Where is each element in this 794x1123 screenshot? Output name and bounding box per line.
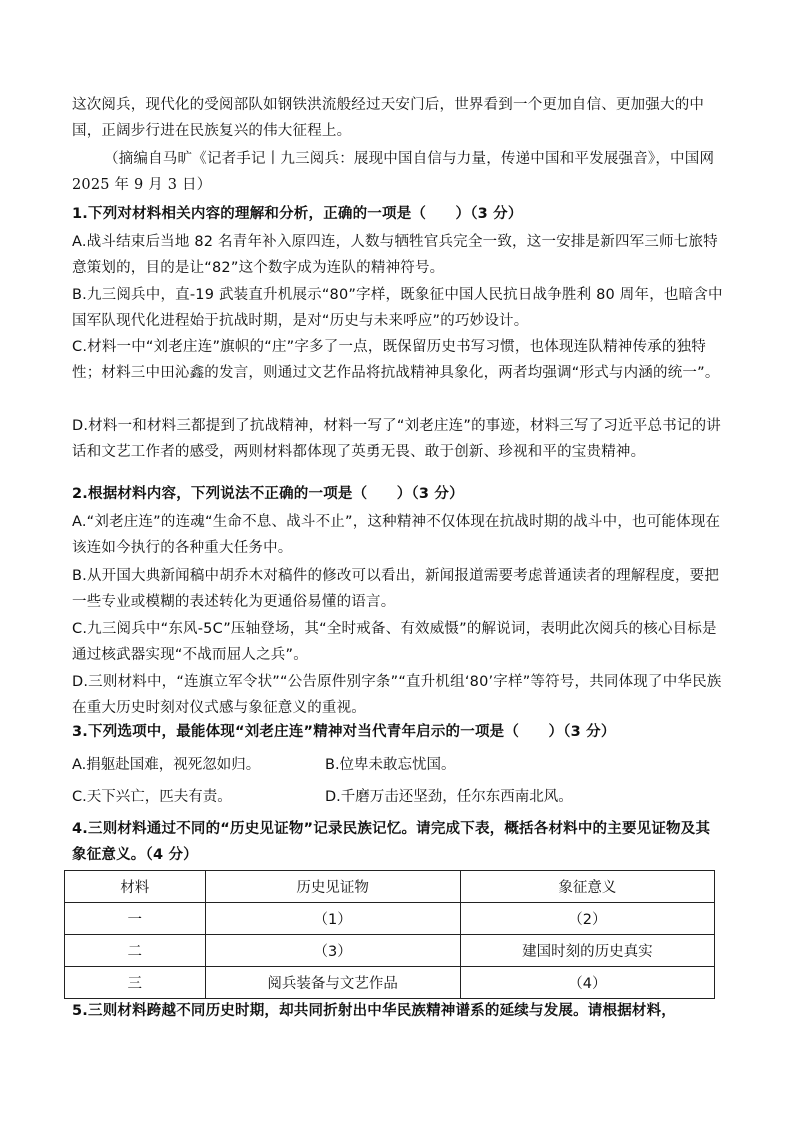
question-3-option-a: A.捐躯赴国难，视死忽如归。 — [72, 757, 261, 773]
table-cell: （2） — [460, 903, 714, 935]
source-citation: （摘编自马旷《记者手记丨九三阅兵：展现中国自信与力量，传递中国和平发展强音》，中国网 2025 年 9 月 3 日） — [72, 151, 715, 193]
table-cell: （1） — [205, 903, 460, 935]
table-cell: 一 — [65, 903, 206, 935]
question-1-option-c: C.材料一中“刘老庄连”旗帜的“庄”字多了一点，既保留历史书写习惯，也体现连队精神传承的独特性；材料三中田沁鑫的发言，则通过文艺作品将抗战精神具象化，两者均强调“形式与内涵的统一”。 — [72, 339, 720, 381]
question-2-option-b: B.从开国大典新闻稿中胡乔木对稿件的修改可以看出，新闻报道需要考虑普通读者的理解程度，要把一些专业或模糊的表述转化为更通俗易懂的语言。 — [72, 568, 720, 610]
table-row — [65, 903, 715, 935]
table-cell: （3） — [205, 935, 460, 967]
table-row — [65, 967, 715, 999]
question-1-option-b: B.九三阅兵中，直-19 武装直升机展示“80”字样，既象征中国人民抗日战争胜利 80 周年，也暗含中国军队现代化进程始于抗战时期，是对“历史与未来呼应”的巧妙设计。 — [72, 287, 723, 329]
table-cell: 三 — [65, 967, 206, 999]
question-2-option-d: D.三则材料中，“连旗立军令状”“公告原件别字条”“直升机组‘80’字样”等符号，共同体现了中华民族在重大历史时刻对仪式感与象征意义的重视。 — [72, 674, 722, 716]
table-header-cell: 历史见证物 — [205, 871, 460, 903]
question-3-option-b: B.位卑未敢忘忧国。 — [325, 757, 456, 773]
question-1-option-d: D.材料一和材料三都提到了抗战精神，材料一写了“刘老庄连”的事迹，材料三写了习近平总书记的讲话和文艺工作者的感受，两则材料都体现了英勇无畏、敢于创新、珍视和平的宝贵精神。 — [72, 418, 721, 460]
question-3-option-d: D.千磨万击还坚劲，任尔东西南北风。 — [325, 789, 573, 805]
table-row — [65, 935, 715, 967]
intro-paragraph: 这次阅兵，现代化的受阅部队如钢铁洪流般经过天安门后，世界看到一个更加自信、更加强大的中国，正阔步行进在民族复兴的伟大征程上。 — [72, 97, 705, 139]
question-4-stem: 4.三则材料通过不同的“历史见证物”记录民族记忆。请完成下表，概括各材料中的主要见证物及其象征意义。（4 分） — [72, 821, 711, 863]
table-header-row — [65, 871, 715, 903]
question-2-option-c: C.九三阅兵中“东风-5C”压轴登场，其“全时戒备、有效威慑”的解说词，表明此次阅兵的核心目标是通过核武器实现“不战而屈人之兵”。 — [72, 621, 717, 663]
table-header-cell: 材料 — [65, 871, 206, 903]
table-cell: 二 — [65, 935, 206, 967]
table-cell: （4） — [460, 967, 714, 999]
table-cell: 建国时刻的历史真实 — [460, 935, 714, 967]
question-3-stem: 3.下列选项中，最能体现“刘老庄连”精神对当代青年启示的一项是（ ）（3 分） — [72, 724, 616, 740]
table-cell: 阅兵装备与文艺作品 — [205, 967, 460, 999]
question-2-option-a: A.“刘老庄连”的连魂“生命不息、战斗不止”，这种精神不仅体现在抗战时期的战斗中，也可能体现在该连如今执行的各种重大任务中。 — [72, 514, 721, 556]
question-2-stem: 2.根据材料内容，下列说法不正确的一项是（ ）（3 分） — [72, 486, 464, 502]
question-1-stem: 1.下列对材料相关内容的理解和分析，正确的一项是（ ）（3 分） — [72, 206, 523, 222]
table-header-cell: 象征意义 — [460, 871, 714, 903]
question-4-table — [64, 870, 715, 999]
question-3-option-c: C.天下兴亡，匹夫有责。 — [72, 789, 232, 805]
question-1-option-a: A.战斗结束后当地 82 名青年补入原四连，人数与牺牲官兵完全一致，这一安排是新四军三师七旅特意策划的，目的是让“82”这个数字成为连队的精神符号。 — [72, 234, 718, 276]
question-5-stem: 5.三则材料跨越不同历史时期，却共同折射出中华民族精神谱系的延续与发展。请根据材料， — [72, 1003, 676, 1019]
